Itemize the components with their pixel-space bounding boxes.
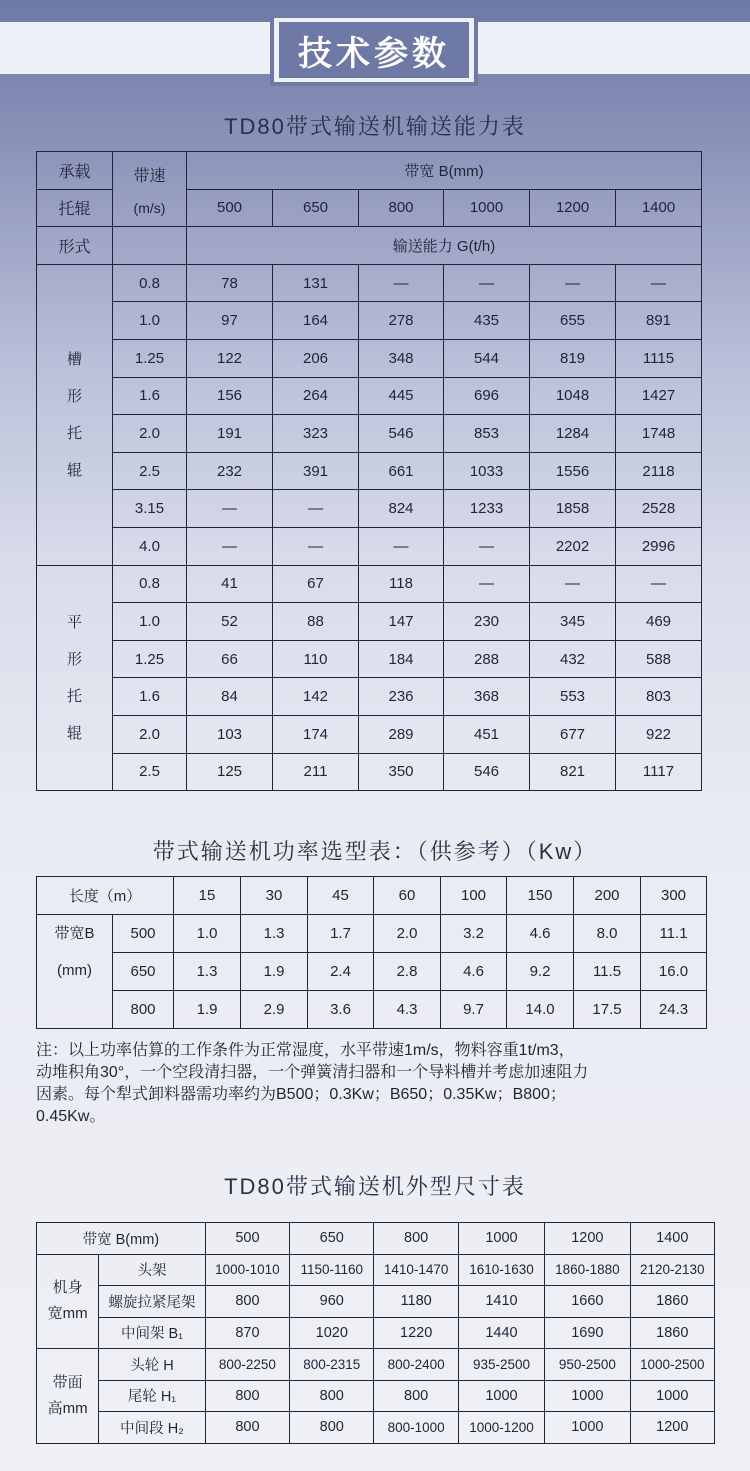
capacity-cell: 1233 bbox=[444, 490, 530, 528]
speed-cell: 1.25 bbox=[113, 640, 187, 678]
capacity-cell: 1048 bbox=[530, 377, 616, 415]
dim-cell: 2120-2130 bbox=[630, 1254, 714, 1286]
length-col: 200 bbox=[574, 877, 641, 915]
capacity-cell: 655 bbox=[530, 302, 616, 340]
power-cell: 1.3 bbox=[174, 953, 241, 991]
dim-cell: 960 bbox=[290, 1286, 374, 1318]
dim-cell: 1410-1470 bbox=[374, 1254, 458, 1286]
idler-type-char: 辊 bbox=[66, 724, 82, 742]
power-width-cell: 800 bbox=[113, 991, 174, 1029]
idler-type-header-line-1: 承载 bbox=[37, 152, 113, 190]
dim-cell: 800 bbox=[205, 1286, 289, 1318]
capacity-cell: 66 bbox=[187, 640, 273, 678]
idler-type-header-line-3: 形式 bbox=[37, 227, 113, 265]
capacity-cell: 1748 bbox=[616, 415, 702, 453]
capacity-cell: 84 bbox=[187, 678, 273, 716]
power-width-label-line-1: 带宽B bbox=[54, 925, 95, 942]
dim-cell: 1000 bbox=[545, 1380, 630, 1412]
length-col: 30 bbox=[241, 877, 308, 915]
dim-row-label: 螺旋拉紧尾架 bbox=[99, 1286, 205, 1318]
power-note bbox=[36, 1040, 726, 1128]
speed-cell: 2.0 bbox=[113, 715, 187, 753]
capacity-cell: 922 bbox=[616, 715, 702, 753]
dim-cell: 1000 bbox=[458, 1380, 544, 1412]
power-cell: 4.3 bbox=[374, 991, 441, 1029]
capacity-cell: 2118 bbox=[616, 452, 702, 490]
idler-type-char: 槽 bbox=[66, 350, 82, 368]
table-row bbox=[37, 915, 707, 953]
capacity-cell: 661 bbox=[359, 452, 444, 490]
capacity-cell: 88 bbox=[273, 603, 359, 641]
idler-type-char: 平 bbox=[66, 613, 82, 631]
power-cell: 2.0 bbox=[374, 915, 441, 953]
table-row bbox=[37, 1317, 715, 1349]
dim-width-col: 1200 bbox=[545, 1223, 630, 1255]
power-cell: 9.7 bbox=[441, 991, 507, 1029]
table-row bbox=[37, 490, 702, 528]
idler-type-char: 托 bbox=[66, 687, 82, 705]
dim-cell: 1690 bbox=[545, 1317, 630, 1349]
capacity-cell: 191 bbox=[187, 415, 273, 453]
power-table-title: 带式输送机功率选型表：（供参考）（Kw） bbox=[152, 839, 598, 864]
table-row bbox=[37, 953, 707, 991]
speed-cell: 1.25 bbox=[113, 339, 187, 377]
dim-row-label: 中间架 B₁ bbox=[99, 1317, 205, 1349]
capacity-cell: 52 bbox=[187, 603, 273, 641]
dim-group-label-line: 高mm bbox=[47, 1399, 88, 1417]
capacity-cell: 553 bbox=[530, 678, 616, 716]
dim-cell: 800 bbox=[374, 1380, 458, 1412]
power-cell: 16.0 bbox=[641, 953, 707, 991]
table-row bbox=[37, 415, 702, 453]
dim-width-col: 500 bbox=[205, 1223, 289, 1255]
capacity-cell: 131 bbox=[273, 264, 359, 302]
idler-type-cell bbox=[37, 264, 113, 565]
table-row bbox=[37, 452, 702, 490]
capacity-cell: 853 bbox=[444, 415, 530, 453]
dim-cell: 1150-1160 bbox=[290, 1254, 374, 1286]
capacity-cell: — bbox=[359, 264, 444, 302]
capacity-cell: 206 bbox=[273, 339, 359, 377]
length-col: 15 bbox=[174, 877, 241, 915]
capacity-cell: 348 bbox=[359, 339, 444, 377]
table-row bbox=[37, 1349, 715, 1381]
power-cell: 2.4 bbox=[308, 953, 374, 991]
capacity-cell: — bbox=[187, 490, 273, 528]
power-table bbox=[36, 876, 707, 1029]
capacity-cell: — bbox=[530, 565, 616, 603]
width-col-1000: 1000 bbox=[444, 189, 530, 227]
table-row bbox=[37, 1380, 715, 1412]
capacity-cell: 451 bbox=[444, 715, 530, 753]
note-line: 动堆积角30°，一个空段清扫器，一个弹簧清扫器和一个导料槽并考虑加速阻力 bbox=[36, 1064, 589, 1081]
capacity-cell: 323 bbox=[273, 415, 359, 453]
table-row bbox=[37, 603, 702, 641]
dim-cell: 1440 bbox=[458, 1317, 544, 1349]
dim-cell: 800 bbox=[205, 1380, 289, 1412]
capacity-cell: — bbox=[273, 490, 359, 528]
power-width-cell: 500 bbox=[113, 915, 174, 953]
capacity-cell: — bbox=[444, 565, 530, 603]
power-cell: 11.5 bbox=[574, 953, 641, 991]
dim-cell: 1000-1200 bbox=[458, 1412, 544, 1444]
capacity-header: 输送能力 G(t/h) bbox=[187, 227, 702, 265]
table-row bbox=[37, 753, 702, 791]
capacity-cell: 211 bbox=[273, 753, 359, 791]
dim-cell: 1020 bbox=[290, 1317, 374, 1349]
idler-type-char: 辊 bbox=[66, 461, 82, 479]
capacity-cell: 41 bbox=[187, 565, 273, 603]
power-cell: 1.9 bbox=[174, 991, 241, 1029]
capacity-cell: 821 bbox=[530, 753, 616, 791]
capacity-cell: 391 bbox=[273, 452, 359, 490]
power-width-label bbox=[37, 915, 113, 1029]
idler-type-cell bbox=[37, 565, 113, 791]
dim-group-label bbox=[37, 1254, 99, 1349]
capacity-cell: 118 bbox=[359, 565, 444, 603]
dim-cell: 1200 bbox=[630, 1412, 714, 1444]
dim-cell: 870 bbox=[205, 1317, 289, 1349]
capacity-cell: 1556 bbox=[530, 452, 616, 490]
capacity-cell: 350 bbox=[359, 753, 444, 791]
dim-width-col: 1000 bbox=[458, 1223, 544, 1255]
dim-row-label: 尾轮 H₁ bbox=[99, 1380, 205, 1412]
dim-group-label bbox=[37, 1349, 99, 1444]
idler-type-char: 托 bbox=[66, 424, 82, 442]
dim-cell: 1000 bbox=[545, 1412, 630, 1444]
table-row bbox=[37, 1254, 715, 1286]
table-row bbox=[37, 1286, 715, 1318]
dim-cell: 1000 bbox=[630, 1380, 714, 1412]
capacity-cell: 142 bbox=[273, 678, 359, 716]
capacity-cell: 236 bbox=[359, 678, 444, 716]
dim-cell: 1660 bbox=[545, 1286, 630, 1318]
speed-header-line-2: (m/s) bbox=[133, 199, 166, 216]
dim-width-col: 1400 bbox=[630, 1223, 714, 1255]
capacity-table bbox=[36, 151, 702, 791]
capacity-cell: 824 bbox=[359, 490, 444, 528]
capacity-cell: 432 bbox=[530, 640, 616, 678]
width-col-500: 500 bbox=[187, 189, 273, 227]
table-row bbox=[37, 991, 707, 1029]
capacity-cell: 1284 bbox=[530, 415, 616, 453]
dim-row-label: 头轮 H bbox=[99, 1349, 205, 1381]
capacity-cell: 588 bbox=[616, 640, 702, 678]
dim-group-label-line: 机身 bbox=[52, 1279, 83, 1297]
dim-cell: 1220 bbox=[374, 1317, 458, 1349]
power-cell: 1.3 bbox=[241, 915, 308, 953]
power-cell: 1.9 bbox=[241, 953, 308, 991]
speed-cell: 0.8 bbox=[113, 264, 187, 302]
idler-type-char: 形 bbox=[66, 387, 82, 405]
capacity-cell: — bbox=[444, 264, 530, 302]
capacity-cell: 184 bbox=[359, 640, 444, 678]
capacity-cell: 435 bbox=[444, 302, 530, 340]
dimensions-table-title: TD80带式输送机外型尺寸表 bbox=[224, 1174, 526, 1199]
dim-cell: 950-2500 bbox=[545, 1349, 630, 1381]
length-col: 45 bbox=[308, 877, 374, 915]
length-col: 150 bbox=[507, 877, 574, 915]
note-line: 注：以上功率估算的工作条件为正常湿度，水平带速1m/s，物料容重1t/m3， bbox=[36, 1042, 575, 1059]
capacity-cell: 174 bbox=[273, 715, 359, 753]
capacity-cell: 546 bbox=[444, 753, 530, 791]
length-col: 60 bbox=[374, 877, 441, 915]
table-row bbox=[37, 565, 702, 603]
note-line: 0.45Kw。 bbox=[36, 1108, 106, 1125]
speed-cell: 2.5 bbox=[113, 452, 187, 490]
dim-cell: 1000-1010 bbox=[205, 1254, 289, 1286]
speed-cell: 0.8 bbox=[113, 565, 187, 603]
capacity-cell: 345 bbox=[530, 603, 616, 641]
dim-cell: 800-1000 bbox=[374, 1412, 458, 1444]
speed-cell: 1.6 bbox=[113, 377, 187, 415]
dim-width-col: 650 bbox=[290, 1223, 374, 1255]
power-cell: 3.6 bbox=[308, 991, 374, 1029]
capacity-cell: 110 bbox=[273, 640, 359, 678]
dim-cell: 1180 bbox=[374, 1286, 458, 1318]
dim-cell: 935-2500 bbox=[458, 1349, 544, 1381]
power-cell: 3.2 bbox=[441, 915, 507, 953]
capacity-cell: 1427 bbox=[616, 377, 702, 415]
capacity-cell: 230 bbox=[444, 603, 530, 641]
power-cell: 1.0 bbox=[174, 915, 241, 953]
capacity-cell: 445 bbox=[359, 377, 444, 415]
length-header: 长度（m） bbox=[37, 877, 174, 915]
dim-row-label: 头架 bbox=[99, 1254, 205, 1286]
dim-cell: 800 bbox=[290, 1412, 374, 1444]
speed-cell: 1.0 bbox=[113, 603, 187, 641]
table-row bbox=[37, 715, 702, 753]
capacity-cell: 156 bbox=[187, 377, 273, 415]
capacity-cell: 2996 bbox=[616, 527, 702, 565]
banner-title: 技术参数 bbox=[279, 22, 469, 78]
capacity-cell: 469 bbox=[616, 603, 702, 641]
capacity-cell: 78 bbox=[187, 264, 273, 302]
power-cell: 2.9 bbox=[241, 991, 308, 1029]
power-cell: 17.5 bbox=[574, 991, 641, 1029]
power-cell: 1.7 bbox=[308, 915, 374, 953]
power-cell: 11.1 bbox=[641, 915, 707, 953]
dim-cell: 1860 bbox=[630, 1317, 714, 1349]
speed-cell: 1.0 bbox=[113, 302, 187, 340]
table-row bbox=[37, 640, 702, 678]
speed-header bbox=[113, 152, 187, 227]
capacity-cell: 264 bbox=[273, 377, 359, 415]
capacity-cell: 122 bbox=[187, 339, 273, 377]
power-cell: 24.3 bbox=[641, 991, 707, 1029]
capacity-cell: 1858 bbox=[530, 490, 616, 528]
table-row bbox=[37, 377, 702, 415]
power-cell: 9.2 bbox=[507, 953, 574, 991]
speed-header-line-1: 带速 bbox=[133, 167, 166, 185]
speed-cell: 1.6 bbox=[113, 678, 187, 716]
capacity-cell: 803 bbox=[616, 678, 702, 716]
capacity-cell: — bbox=[616, 264, 702, 302]
capacity-cell: 891 bbox=[616, 302, 702, 340]
table-row bbox=[37, 678, 702, 716]
capacity-cell: 677 bbox=[530, 715, 616, 753]
dim-cell: 1860-1880 bbox=[545, 1254, 630, 1286]
capacity-cell: 147 bbox=[359, 603, 444, 641]
dim-cell: 800 bbox=[290, 1380, 374, 1412]
capacity-cell: 1033 bbox=[444, 452, 530, 490]
belt-width-header: 带宽 B(mm) bbox=[187, 152, 702, 190]
capacity-cell: 2202 bbox=[530, 527, 616, 565]
capacity-cell: — bbox=[273, 527, 359, 565]
capacity-cell: 544 bbox=[444, 339, 530, 377]
dim-cell: 800-2400 bbox=[374, 1349, 458, 1381]
length-col: 300 bbox=[641, 877, 707, 915]
capacity-cell: 97 bbox=[187, 302, 273, 340]
capacity-cell: 368 bbox=[444, 678, 530, 716]
dim-cell: 1000-2500 bbox=[630, 1349, 714, 1381]
capacity-cell: — bbox=[444, 527, 530, 565]
dim-cell: 1610-1630 bbox=[458, 1254, 544, 1286]
power-cell: 4.6 bbox=[441, 953, 507, 991]
dim-cell: 1860 bbox=[630, 1286, 714, 1318]
capacity-cell: 288 bbox=[444, 640, 530, 678]
width-col-1400: 1400 bbox=[616, 189, 702, 227]
capacity-cell: 819 bbox=[530, 339, 616, 377]
speed-header-blank bbox=[113, 227, 187, 265]
table-row bbox=[37, 264, 702, 302]
width-col-650: 650 bbox=[273, 189, 359, 227]
power-cell: 8.0 bbox=[574, 915, 641, 953]
power-cell: 14.0 bbox=[507, 991, 574, 1029]
dim-cell: 1410 bbox=[458, 1286, 544, 1318]
capacity-cell: — bbox=[616, 565, 702, 603]
speed-cell: 2.0 bbox=[113, 415, 187, 453]
length-col: 100 bbox=[441, 877, 507, 915]
speed-cell: 4.0 bbox=[113, 527, 187, 565]
table-row bbox=[37, 302, 702, 340]
table-row bbox=[37, 1412, 715, 1444]
dim-cell: 800-2250 bbox=[205, 1349, 289, 1381]
capacity-cell: — bbox=[530, 264, 616, 302]
capacity-cell: 67 bbox=[273, 565, 359, 603]
capacity-cell: 125 bbox=[187, 753, 273, 791]
capacity-cell: 2528 bbox=[616, 490, 702, 528]
capacity-table-title: TD80带式输送机输送能力表 bbox=[224, 114, 526, 139]
capacity-cell: — bbox=[359, 527, 444, 565]
dim-width-col: 800 bbox=[374, 1223, 458, 1255]
capacity-cell: — bbox=[187, 527, 273, 565]
dim-width-header: 带宽 B(mm) bbox=[37, 1223, 206, 1255]
power-width-cell: 650 bbox=[113, 953, 174, 991]
capacity-cell: 103 bbox=[187, 715, 273, 753]
dim-group-label-line: 带面 bbox=[52, 1373, 83, 1391]
speed-cell: 3.15 bbox=[113, 490, 187, 528]
banner-frame bbox=[270, 14, 478, 86]
dim-row-label: 中间段 H₂ bbox=[99, 1412, 205, 1444]
power-cell: 4.6 bbox=[507, 915, 574, 953]
capacity-cell: 278 bbox=[359, 302, 444, 340]
capacity-cell: 1115 bbox=[616, 339, 702, 377]
table-row bbox=[37, 339, 702, 377]
dimensions-table bbox=[36, 1222, 715, 1444]
capacity-cell: 696 bbox=[444, 377, 530, 415]
capacity-cell: 1117 bbox=[616, 753, 702, 791]
capacity-cell: 546 bbox=[359, 415, 444, 453]
capacity-cell: 289 bbox=[359, 715, 444, 753]
width-col-1200: 1200 bbox=[530, 189, 616, 227]
power-width-label-line-2: (mm) bbox=[57, 962, 92, 979]
dim-cell: 800 bbox=[205, 1412, 289, 1444]
dim-cell: 800-2315 bbox=[290, 1349, 374, 1381]
dim-group-label-line: 宽mm bbox=[47, 1305, 88, 1323]
note-line: 因素。每个犁式卸料器需功率约为B500；0.3Kw；B650；0.35Kw；B800； bbox=[36, 1086, 566, 1103]
idler-type-char: 形 bbox=[66, 650, 82, 668]
capacity-cell: 232 bbox=[187, 452, 273, 490]
table-row bbox=[37, 527, 702, 565]
capacity-cell: 164 bbox=[273, 302, 359, 340]
power-cell: 2.8 bbox=[374, 953, 441, 991]
speed-cell: 2.5 bbox=[113, 753, 187, 791]
width-col-800: 800 bbox=[359, 189, 444, 227]
idler-type-header-line-2: 托辊 bbox=[37, 189, 113, 227]
